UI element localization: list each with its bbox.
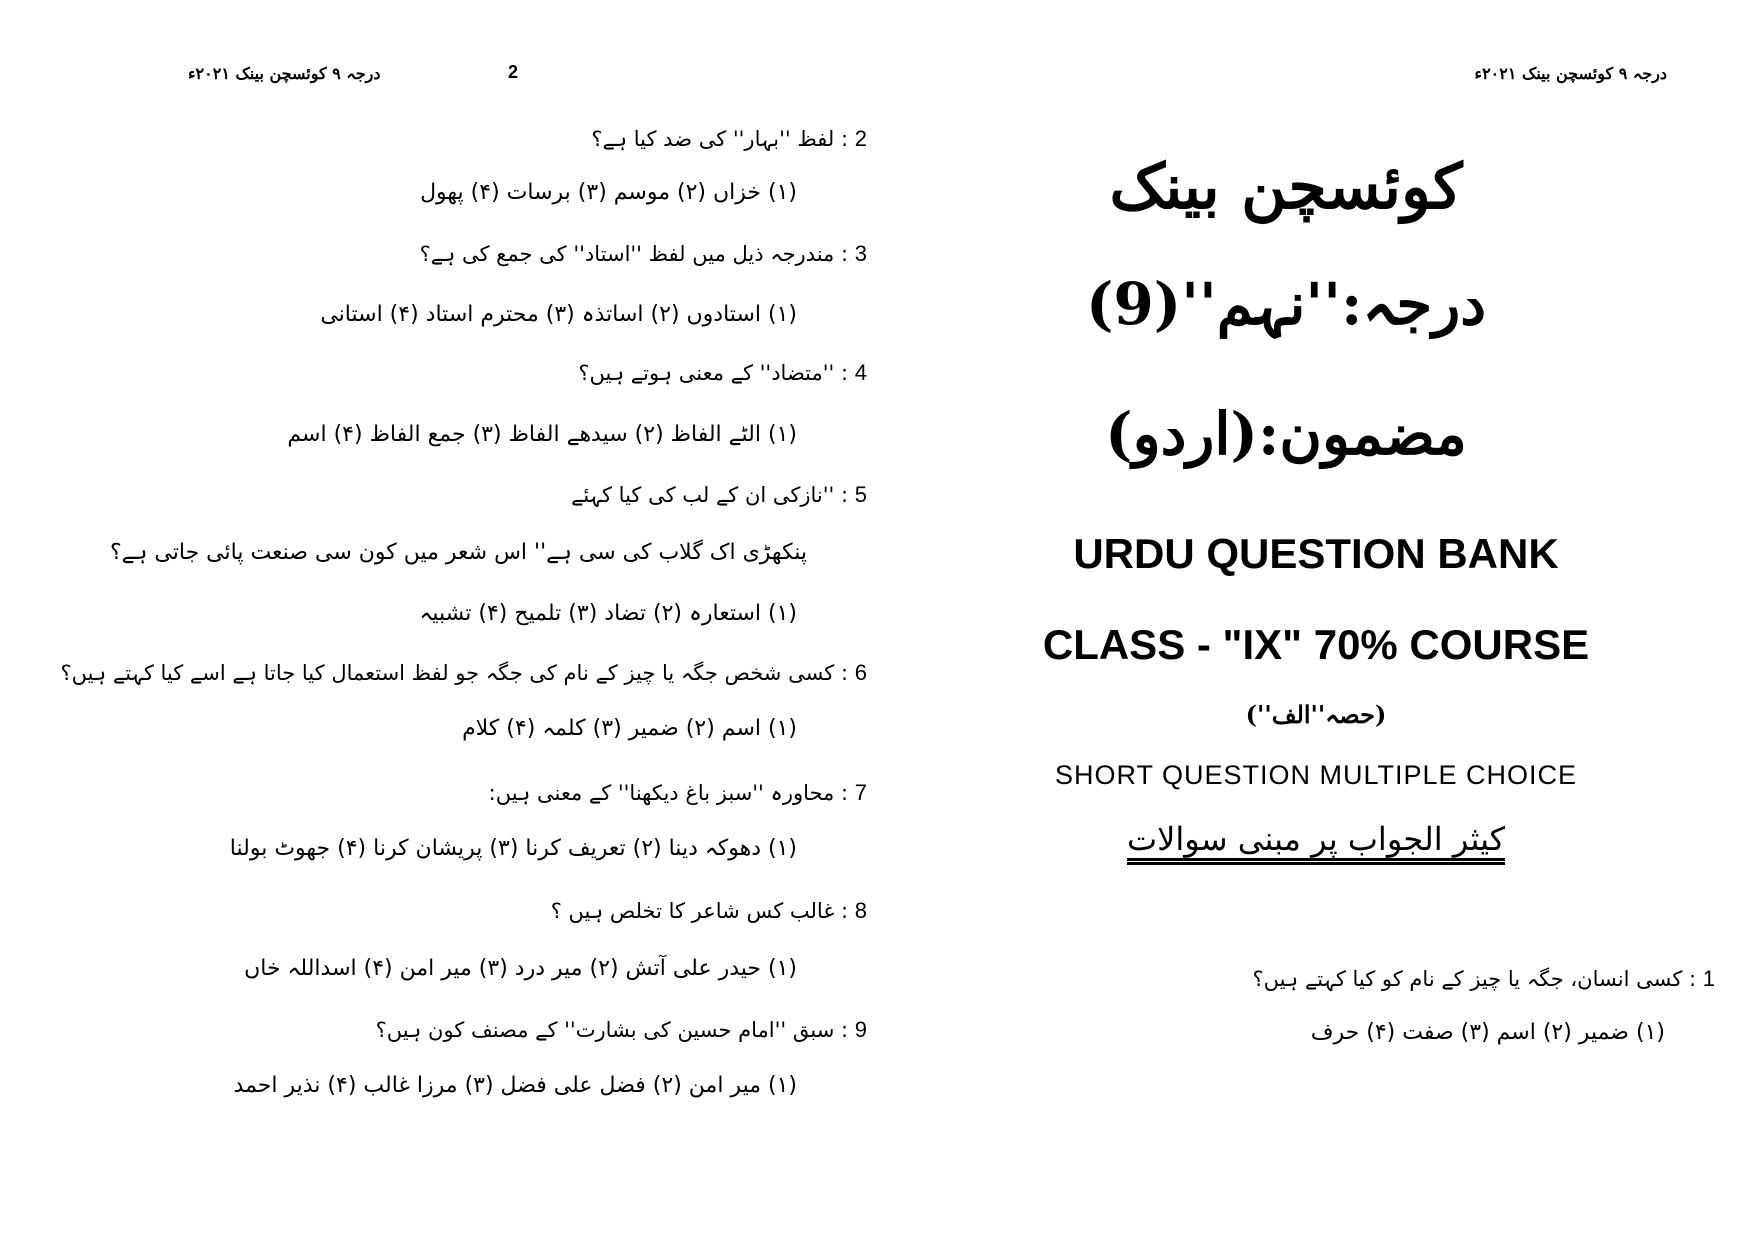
question-8-options: (۱) حیدر علی آتش (۲) میر درد (۳) میر امن (۴) اسداللہ خاں [244,956,797,981]
question-text: : لفظ ''بہار'' کی ضد کیا ہے؟ [591,127,849,151]
question-number: 4 [854,360,867,385]
question-number: 8 [854,898,867,923]
question-text: : کسی شخص جگہ یا چیز کے نام کی جگہ جو لفظ استعمال کیا جاتا ہے اسے کیا کہتے ہیں؟ [60,661,849,685]
question-6 [60,660,867,686]
question-4-options: (۱) الٹے الفاظ (۲) سیدھے الفاظ (۳) جمع الفاظ (۴) اسم [287,422,797,447]
question-number: 7 [854,780,867,805]
page-header: درجہ ۹ کوئسچن بینک ۲۰۲۱ء [188,64,381,83]
subject-urdu: مضمون:(اردو) [1105,400,1467,468]
question-7-options: (۱) دھوکہ دینا (۲) تعریف کرنا (۳) پریشان کرنا (۴) جھوٹ بولنا [229,836,797,861]
question-text: : ''نازکی ان کے لب کی کیا کہئے [571,483,849,507]
question-text: : مندرجہ ذیل میں لفظ ''استاد'' کی جمع کی ہے؟ [419,242,849,266]
question-2 [591,126,867,152]
question-5-continuation: پنکھڑی اک گلاب کی سی ہے'' اس شعر میں کون سی صنعت پائی جاتی ہے؟ [109,540,807,565]
title-english: URDU QUESTION BANK [1073,530,1559,577]
question-number: 3 [854,241,867,266]
mcq-heading-text: کیثر الجواب پر مبنی سوالات [1126,820,1506,858]
question-text: : محاورہ ''سبز باغ دیکھنا'' کے معنی ہیں: [488,781,849,805]
left-page [0,0,877,1240]
question-3-options: (۱) استادوں (۲) اساتذہ (۳) محترم استاد (۴) استانی [320,302,797,327]
question-text: : ''متضاد'' کے معنی ہوتے ہیں؟ [578,361,849,385]
short-question-heading: SHORT QUESTION MULTIPLE CHOICE [1054,760,1578,790]
question-1-options: (۱) ضمیر (۲) اسم (۳) صفت (۴) حرف [1310,1020,1665,1045]
question-text: : غالب کس شاعر کا تخلص ہیں ؟ [550,899,849,923]
question-number: 2 [854,126,867,151]
section-label: (حصہ''الف'') [1245,700,1387,729]
question-number: 1 [1702,966,1715,991]
mcq-heading [877,820,1755,858]
question-1 [1252,966,1715,992]
question-4 [578,360,867,386]
class-urdu: درجہ:''نہم''(9) [1085,270,1487,338]
page-number: 2 [508,62,519,82]
question-3 [420,241,867,267]
question-number: 5 [854,482,867,507]
question-number: 6 [854,660,867,685]
question-5 [571,482,867,508]
question-text: : سبق ''امام حسین کی بشارت'' کے مصنف کون ہیں؟ [375,1018,849,1042]
title-urdu: کوئسچن بینک [1109,150,1463,223]
question-9 [376,1017,867,1043]
question-6-options: (۱) اسم (۲) ضمیر (۳) کلمہ (۴) کلام [462,716,797,741]
question-2-options: (۱) خزاں (۲) موسم (۳) برسات (۴) پھول [420,180,797,205]
page-header: درجہ ۹ کوئسچن بینک ۲۰۲۱ء [1474,64,1667,83]
question-8 [551,898,867,924]
right-page [877,0,1755,1240]
question-9-options: (۱) میر امن (۲) فضل علی فضل (۳) مرزا غالب (۴) نذیر احمد [233,1073,797,1098]
question-number: 9 [854,1017,867,1042]
question-text: : کسی انسان، جگہ یا چیز کے نام کو کیا کہتے ہیں؟ [1252,967,1697,991]
question-7 [489,780,867,806]
question-5-options: (۱) استعارہ (۲) تضاد (۳) تلمیح (۴) تشبیہ [419,601,797,626]
class-english: CLASS - "IX" 70% COURSE [1042,621,1590,668]
